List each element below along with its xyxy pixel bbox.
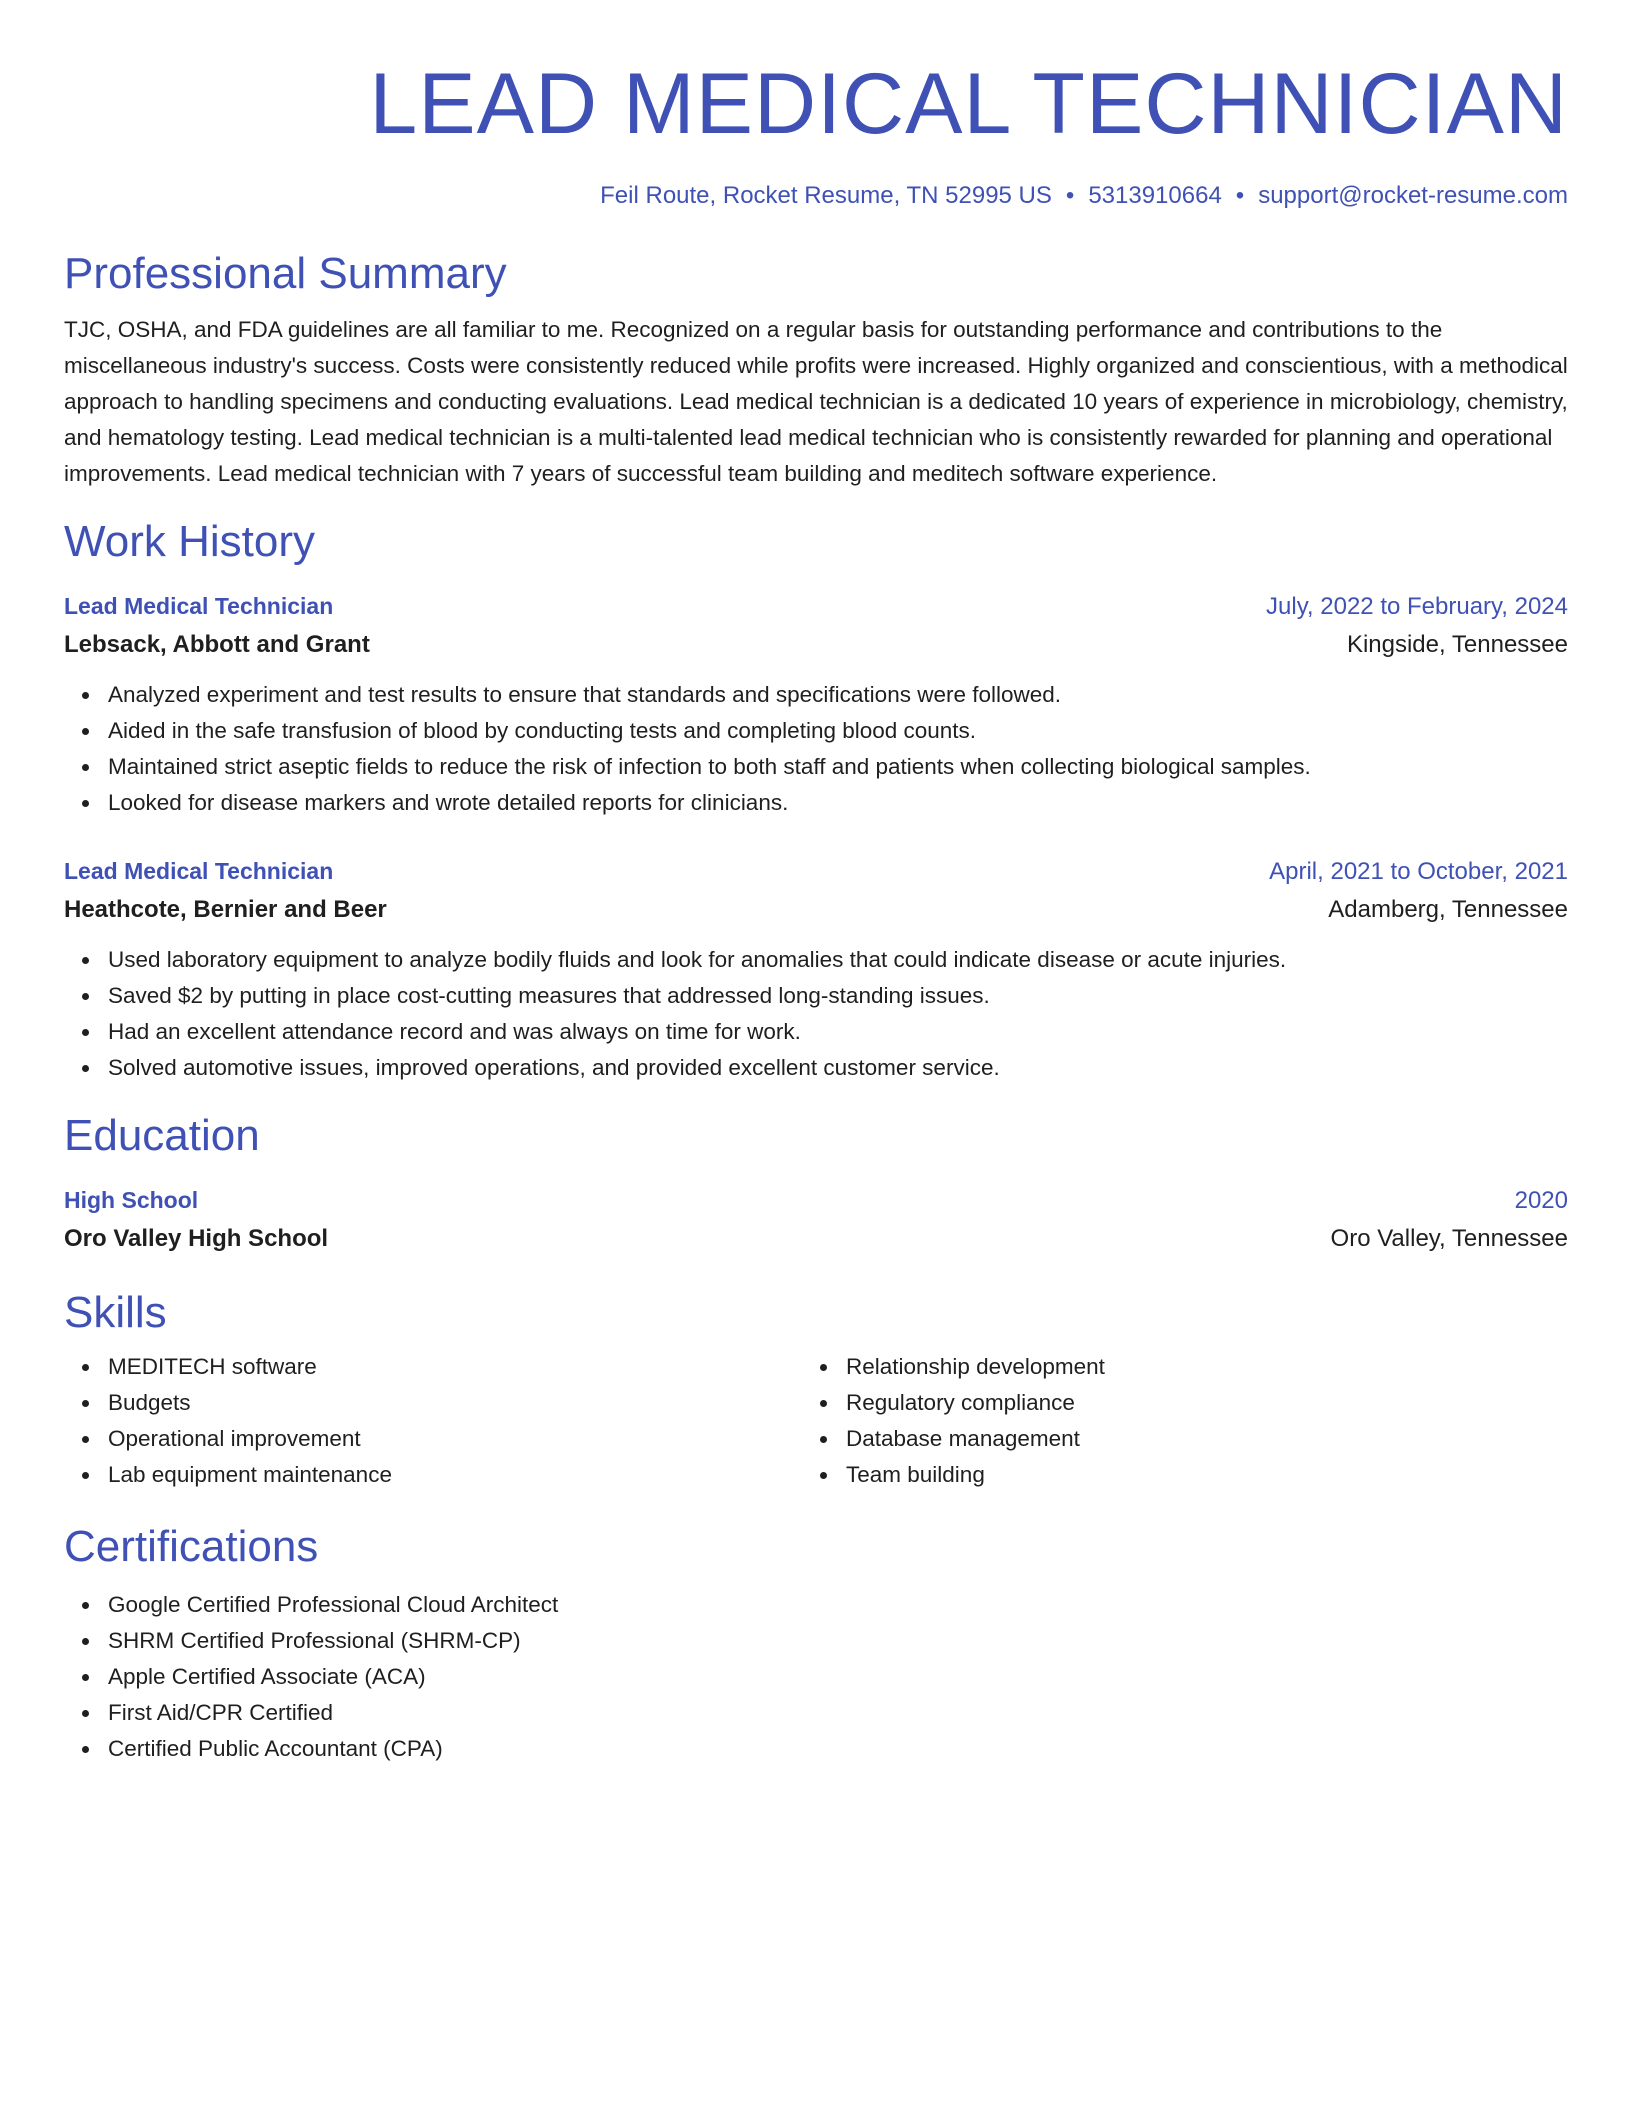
contact-line: [64, 180, 1568, 212]
certification-item: Google Certified Professional Cloud Architect: [108, 1587, 1568, 1623]
education-degree-row: [64, 1182, 1568, 1219]
skill-item: MEDITECH software: [108, 1349, 802, 1385]
job-location: Kingside, Tennessee: [1346, 631, 1568, 658]
job-title-row: [64, 853, 1568, 890]
contact-email[interactable]: support@rocket-resume.com: [1258, 182, 1568, 209]
contact-separator: •: [1065, 182, 1075, 209]
education-school: Oro Valley High School: [64, 1225, 329, 1252]
job-dates: July, 2022 to February, 2024: [1266, 593, 1568, 620]
job-entry: [64, 853, 1568, 1086]
section-title-summary: Professional Summary: [64, 249, 507, 298]
education-year: 2020: [1514, 1187, 1568, 1214]
job-bullets: [64, 942, 1568, 1086]
job-location: Adamberg, Tennessee: [1328, 896, 1568, 923]
skill-item: Team building: [846, 1457, 1540, 1493]
job-bullets: [64, 677, 1568, 821]
certifications-list: [64, 1587, 1568, 1767]
skill-item: Relationship development: [846, 1349, 1540, 1385]
summary-text: TJC, OSHA, and FDA guidelines are all familiar to me. Recognized on a regular basis for outstanding performance and contributions to the miscellaneous industry's success. Costs were consistently reduced while profits were increased. Highly organized and conscientious, with a methodical approach to handling specimens and conducting evaluations. Lead medical technician is a dedicated 10 years of experience in microbiology, chemistry, and hematology testing. Lead medical technician is a multi-talented lead medical technician who is consistently rewarded for planning and operational improvements. Lead medical technician with 7 years of successful team building and meditech software experience.: [64, 317, 1568, 486]
section-title-education: Education: [64, 1111, 260, 1160]
contact-phone[interactable]: 5313910664: [1088, 182, 1222, 209]
contact-address: Feil Route, Rocket Resume, TN 52995 US: [600, 182, 1052, 209]
skill-item: Regulatory compliance: [846, 1385, 1540, 1421]
certification-item: SHRM Certified Professional (SHRM-CP): [108, 1623, 1568, 1659]
certification-item: Apple Certified Associate (ACA): [108, 1659, 1568, 1695]
job-title: Lead Medical Technician: [64, 858, 334, 884]
candidate-title: LEAD MEDICAL TECHNICIAN: [369, 56, 1568, 152]
education-degree: High School: [64, 1187, 199, 1213]
section-title-work-history: Work History: [64, 517, 315, 566]
education-school-row: [64, 1219, 1568, 1259]
job-company: Heathcote, Bernier and Beer: [64, 896, 387, 923]
skill-item: Budgets: [108, 1385, 802, 1421]
job-entry: [64, 588, 1568, 821]
section-title-certifications: Certifications: [64, 1522, 319, 1571]
skill-item: Database management: [846, 1421, 1540, 1457]
skill-item: Lab equipment maintenance: [108, 1457, 802, 1493]
education-location: Oro Valley, Tennessee: [1330, 1225, 1568, 1252]
job-bullet: Saved $2 by putting in place cost-cutting measures that addressed long-standing issues.: [108, 978, 1568, 1014]
resume-header: [64, 0, 1568, 212]
job-title: Lead Medical Technician: [64, 593, 334, 619]
skills-list-right: [802, 1349, 1540, 1493]
job-bullet: Analyzed experiment and test results to ensure that standards and specifications were followed.: [108, 677, 1568, 713]
job-dates: April, 2021 to October, 2021: [1269, 858, 1568, 885]
job-bullet: Looked for disease markers and wrote detailed reports for clinicians.: [108, 785, 1568, 821]
certification-item: Certified Public Accountant (CPA): [108, 1731, 1568, 1767]
job-bullet: Aided in the safe transfusion of blood by conducting tests and completing blood counts.: [108, 713, 1568, 749]
job-company: Lebsack, Abbott and Grant: [64, 631, 370, 658]
contact-separator: •: [1235, 182, 1245, 209]
job-bullet: Used laboratory equipment to analyze bodily fluids and look for anomalies that could indicate disease or acute injuries.: [108, 942, 1568, 978]
job-company-row: [64, 625, 1568, 665]
section-title-skills: Skills: [64, 1288, 167, 1337]
certification-item: First Aid/CPR Certified: [108, 1695, 1568, 1731]
job-bullet: Maintained strict aseptic fields to reduce the risk of infection to both staff and patients when collecting biological samples.: [108, 749, 1568, 785]
job-bullet: Solved automotive issues, improved operations, and provided excellent customer service.: [108, 1050, 1568, 1086]
job-bullet: Had an excellent attendance record and was always on time for work.: [108, 1014, 1568, 1050]
skill-item: Operational improvement: [108, 1421, 802, 1457]
skills-columns: [64, 1349, 1568, 1493]
skills-list-left: [64, 1349, 802, 1493]
job-title-row: [64, 588, 1568, 625]
job-company-row: [64, 890, 1568, 930]
education-entry: [64, 1182, 1568, 1259]
